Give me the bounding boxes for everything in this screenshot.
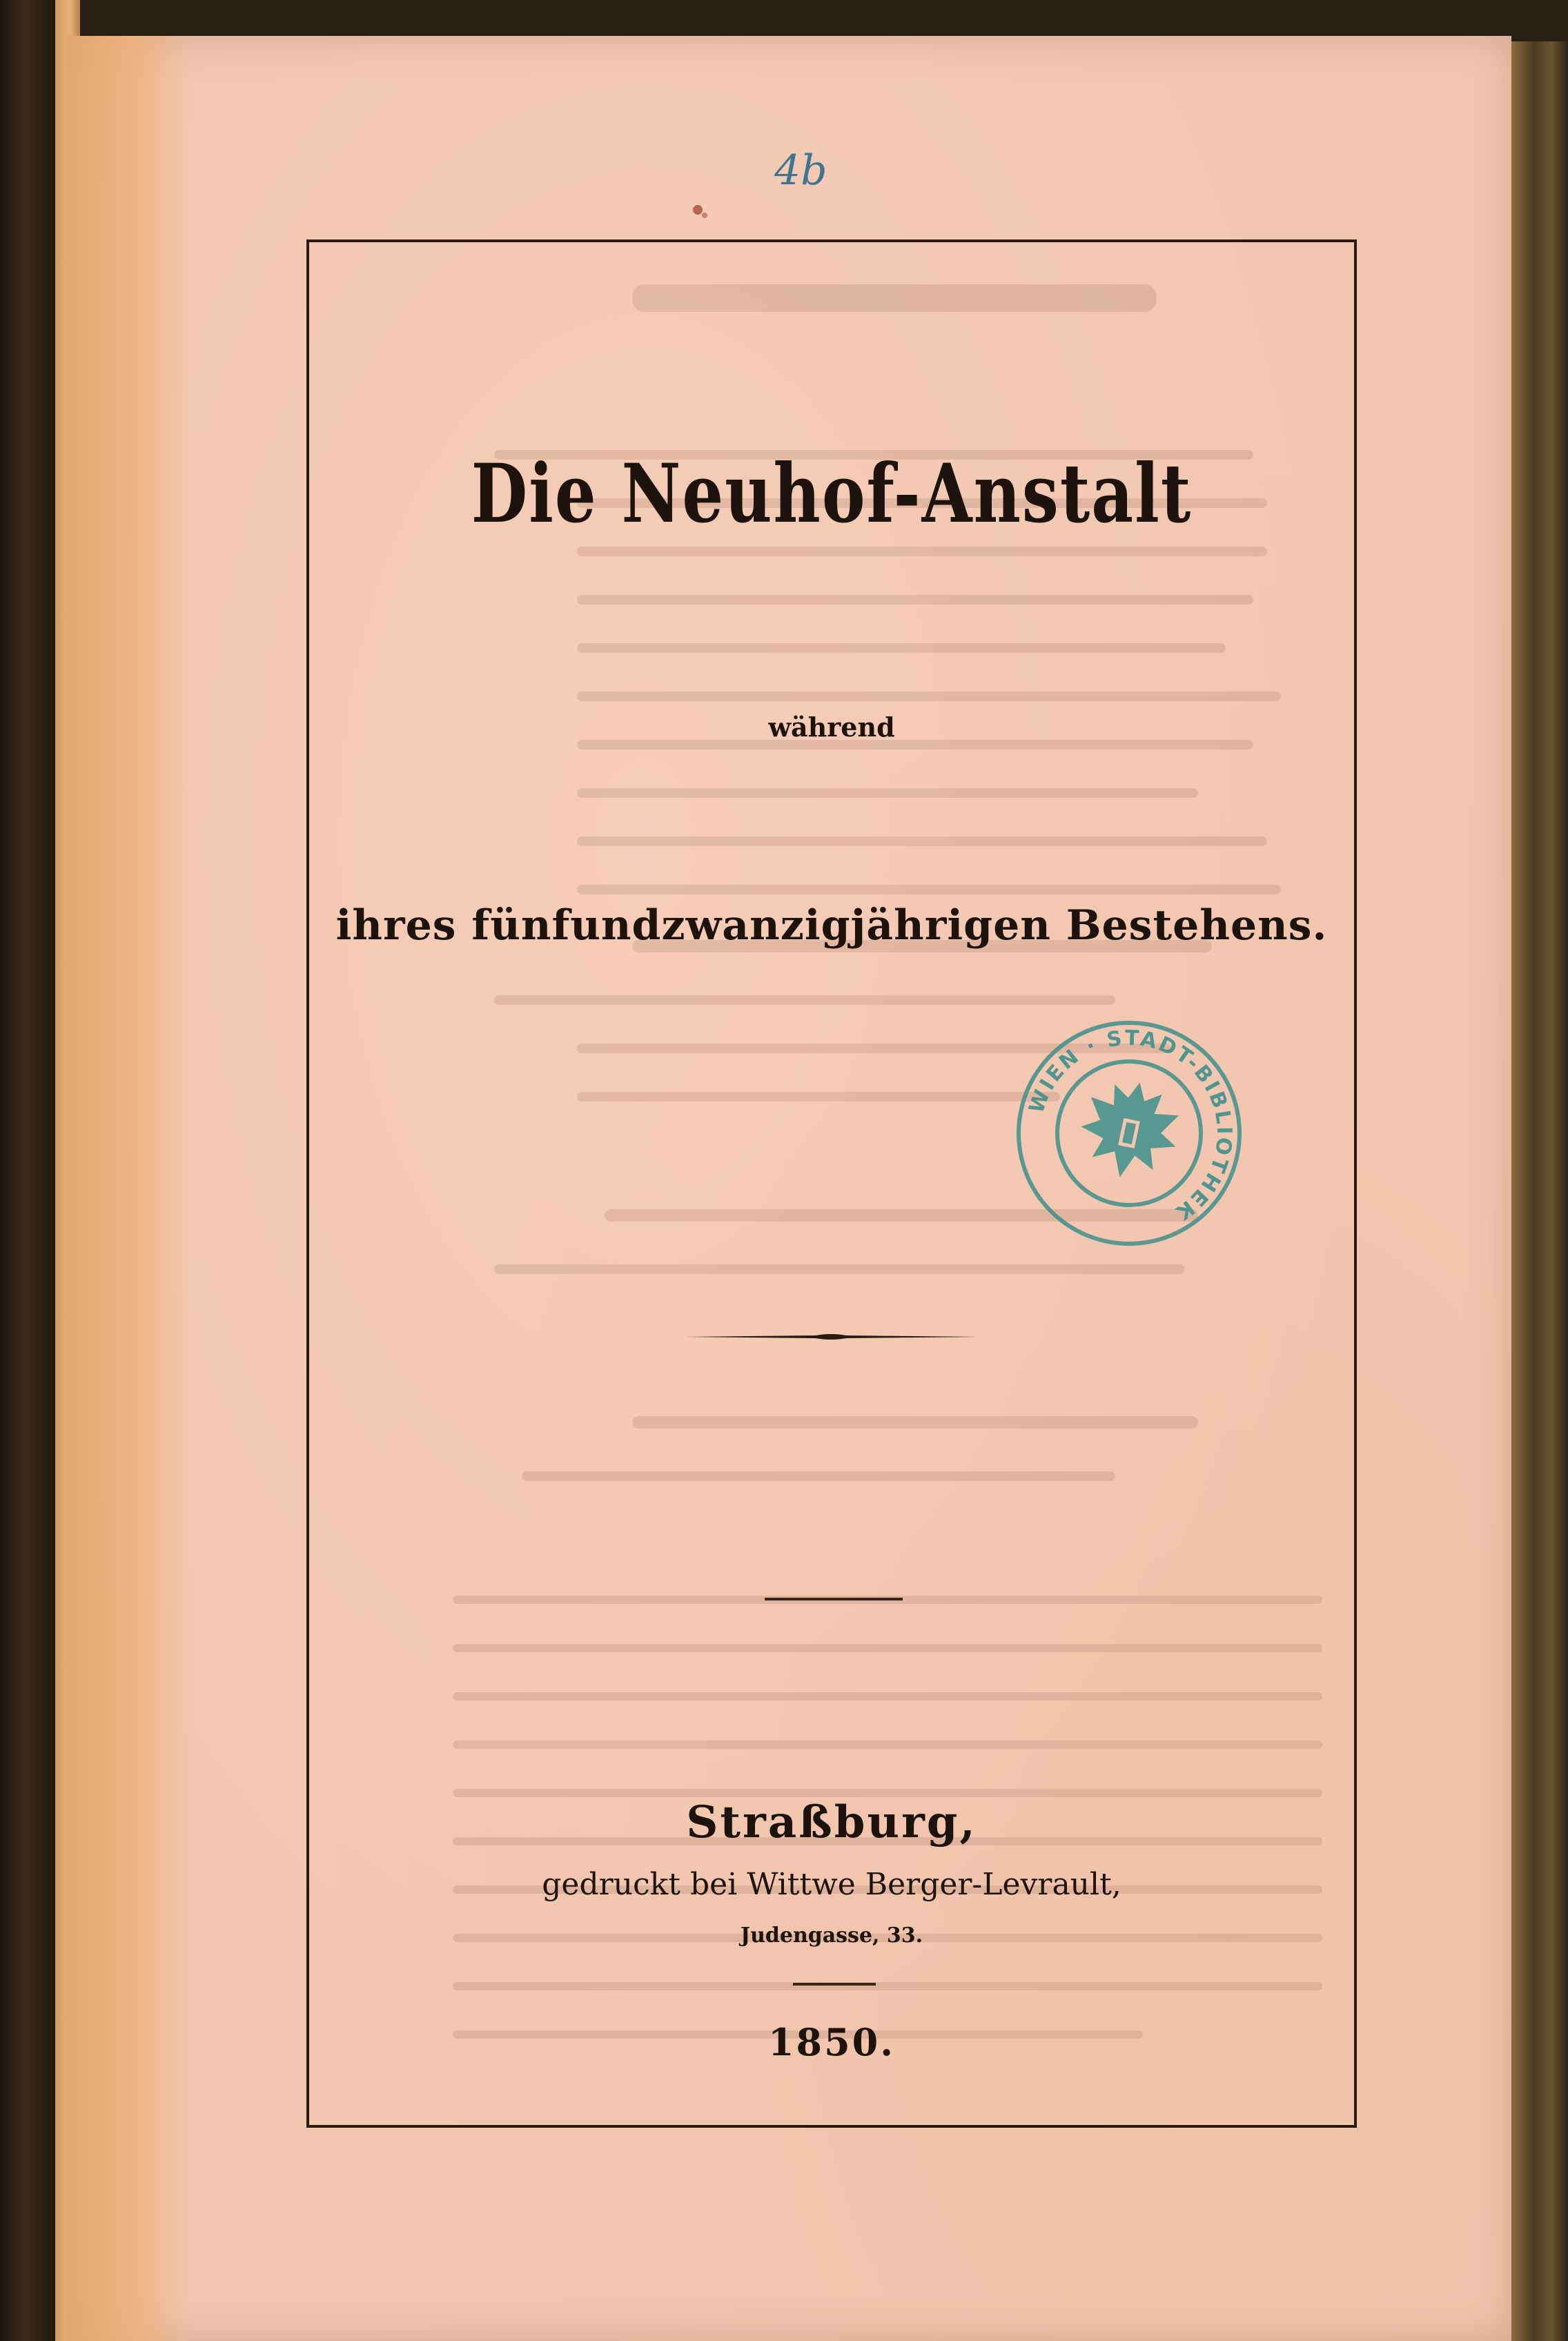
divider-rule: [765, 1598, 903, 1600]
library-stamp: [990, 994, 1268, 1272]
page-subtitle: ihres fünfundzwanzigjährigen Bestehens.: [335, 901, 1328, 950]
page-title: Die Neuhof-Anstalt: [471, 447, 1193, 542]
title-page: [66, 36, 1511, 2341]
ornamental-rule: [685, 1333, 977, 1341]
connector-text: während: [768, 712, 895, 743]
imprint-year: 1850.: [767, 2020, 896, 2064]
short-divider-rule: [793, 1983, 876, 1986]
book-board-edge: [1511, 41, 1568, 2341]
double-headed-eagle-icon: [1072, 1072, 1187, 1187]
imprint-city: Straßburg,: [686, 1796, 977, 1848]
stamp-text: WIEN · STADT-BIBLIOTHEK: [1024, 1026, 1237, 1226]
scan-background-top: [66, 0, 1568, 41]
imprint-printer: gedruckt bei Wittwe Berger-Levrault,: [542, 1867, 1121, 1902]
imprint-address: Judengasse, 33.: [740, 1923, 923, 1948]
ink-mark-icon: [691, 202, 712, 222]
shelfmark-annotation: 4b: [774, 146, 827, 195]
page-margin-stain: [66, 36, 190, 2341]
book-spine: [0, 0, 55, 2341]
